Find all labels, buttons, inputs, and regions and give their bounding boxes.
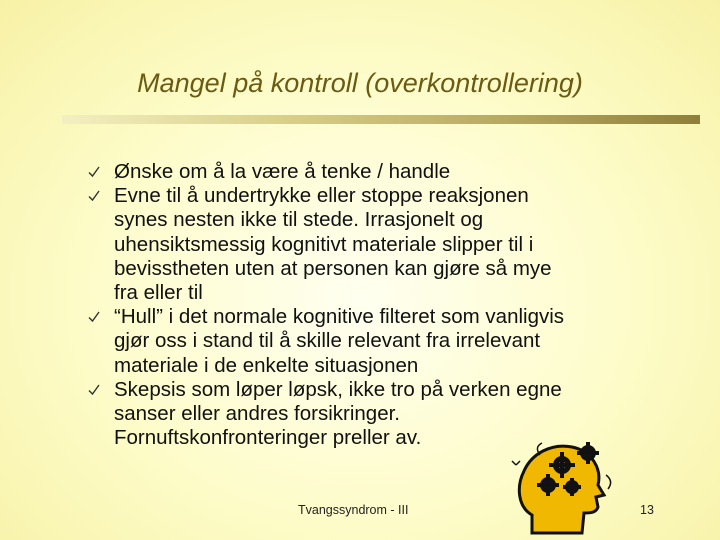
bullet-line: materiale i de enkelte situasjonen: [114, 353, 419, 377]
page-number: 13: [640, 503, 654, 517]
bullet-item: [88, 160, 648, 184]
bullet-line: bevisstheten uten at personen kan gjøre så mye: [114, 256, 552, 280]
bullet-line: fra eller til: [114, 281, 203, 305]
checkmark-icon: [88, 190, 100, 202]
bullet-line: sanser eller andres forsikringer.: [114, 402, 400, 426]
bullet-line: synes nesten ikke til stede. Irrasjonelt og: [114, 208, 484, 232]
checkmark-icon: [88, 311, 100, 323]
bullet-line: Ønske om å la være å tenke / handle: [114, 160, 451, 183]
bullet-line: gjør oss i stand til å skille relevant fra irrelevant: [114, 329, 541, 353]
bullet-list: [88, 160, 648, 450]
bullet-line: “Hull” i det normale kognitive filteret som vanligvis: [114, 305, 565, 329]
checkmark-icon: [88, 166, 100, 178]
bullet-line: Fornuftskonfronteringer preller av.: [114, 426, 422, 450]
slide-title: Mangel på kontroll (overkontrollering): [137, 68, 583, 98]
bullet-line: Evne til å undertrykke eller stoppe reaksjonen: [114, 184, 529, 208]
footer-title: Tvangssyndrom - III: [298, 503, 409, 517]
title-underline: [62, 115, 700, 124]
bullet-line: uhensiktsmessig kognitivt materiale slipper til i: [114, 232, 534, 256]
bullet-item: [88, 305, 648, 378]
checkmark-icon: [88, 384, 100, 396]
bullet-item: [88, 184, 648, 305]
head-with-gears-icon: [510, 435, 620, 535]
bullet-line: Skepsis som løper løpsk, ikke tro på verken egne: [114, 377, 562, 401]
